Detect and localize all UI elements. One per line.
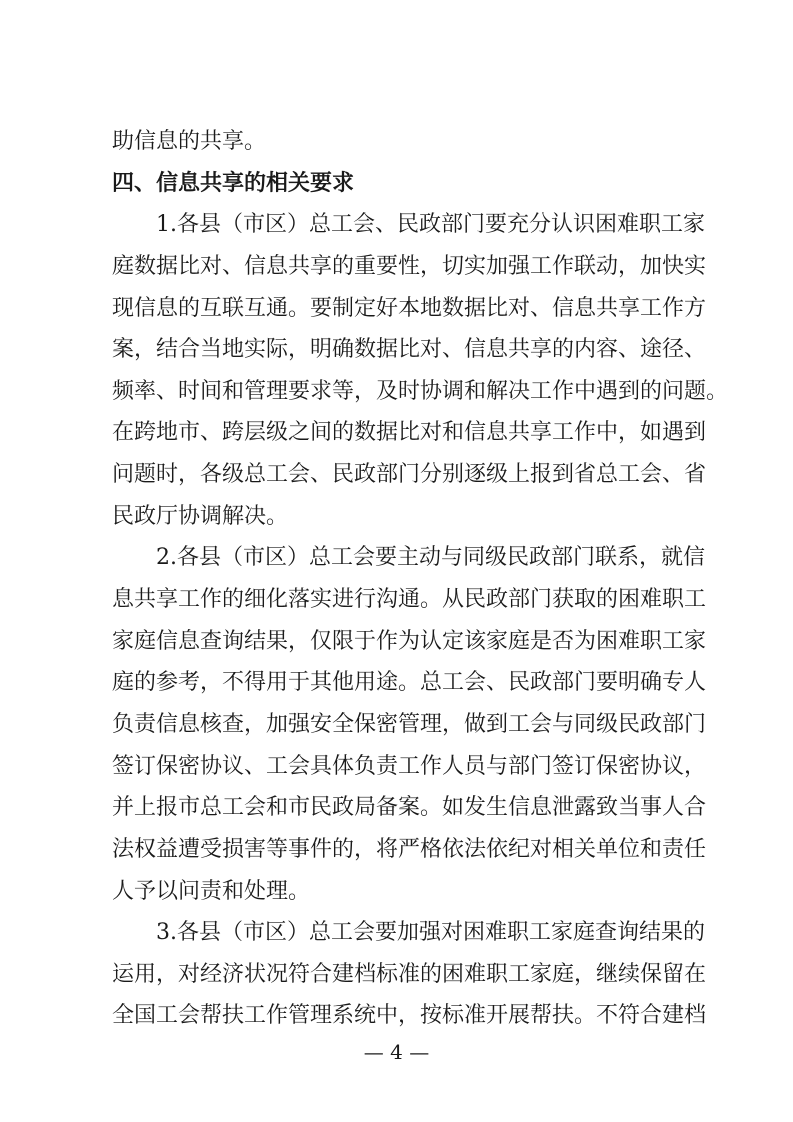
text-line: 民政厅协调解决。: [112, 503, 289, 529]
text-line: 频率、时间和管理要求等，及时协调和解决工作中遇到的问题。: [112, 378, 729, 404]
text-line: 全国工会帮扶工作管理系统中，按标准开展帮扶。不符合建档: [112, 1003, 707, 1029]
text-line: 运用，对经济状况符合建档标准的困难职工家庭，继续保留在: [112, 961, 707, 987]
text-line: 案，结合当地实际，明确数据比对、信息共享的内容、途径、: [112, 337, 707, 363]
text-line: 1.各县（市区）总工会、民政部门要充分认识困难职工家: [156, 212, 705, 238]
text-line: 3.各县（市区）总工会要加强对困难职工家庭查询结果的: [156, 920, 705, 946]
text-line: 助信息的共享。: [112, 129, 267, 154]
document-body: [112, 121, 729, 1037]
text-line: 签订保密协议、工会具体负责工作人员与部门签订保密协议，: [112, 753, 707, 779]
text-line: 家庭信息查询结果，仅限于作为认定该家庭是否为困难职工家: [112, 628, 707, 654]
text-line: 法权益遭受损害等事件的，将严格依法依纪对相关单位和责任: [112, 836, 707, 862]
text-line: 2.各县（市区）总工会要主动与同级民政部门联系，就信: [156, 545, 705, 571]
text-line: 现信息的互联互通。要制定好本地数据比对、信息共享工作方: [112, 295, 707, 321]
text-line: 庭的参考，不得用于其他用途。总工会、民政部门要明确专人: [112, 670, 707, 696]
page-number: — 4 —: [363, 1040, 430, 1064]
text-line: 庭数据比对、信息共享的重要性，切实加强工作联动，加快实: [112, 253, 707, 279]
text-line: 息共享工作的细化落实进行沟通。从民政部门获取的困难职工: [112, 587, 707, 613]
text-line: 问题时，各级总工会、民政部门分别逐级上报到省总工会、省: [112, 462, 707, 488]
section-heading: 四、信息共享的相关要求: [112, 170, 355, 196]
text-line: 在跨地市、跨层级之间的数据比对和信息共享工作中，如遇到: [112, 420, 707, 446]
text-line: 并上报市总工会和市民政局备案。如发生信息泄露致当事人合: [112, 795, 707, 821]
text-line: 负责信息核查，加强安全保密管理，做到工会与同级民政部门: [112, 711, 707, 737]
text-line: 人予以问责和处理。: [112, 878, 311, 904]
